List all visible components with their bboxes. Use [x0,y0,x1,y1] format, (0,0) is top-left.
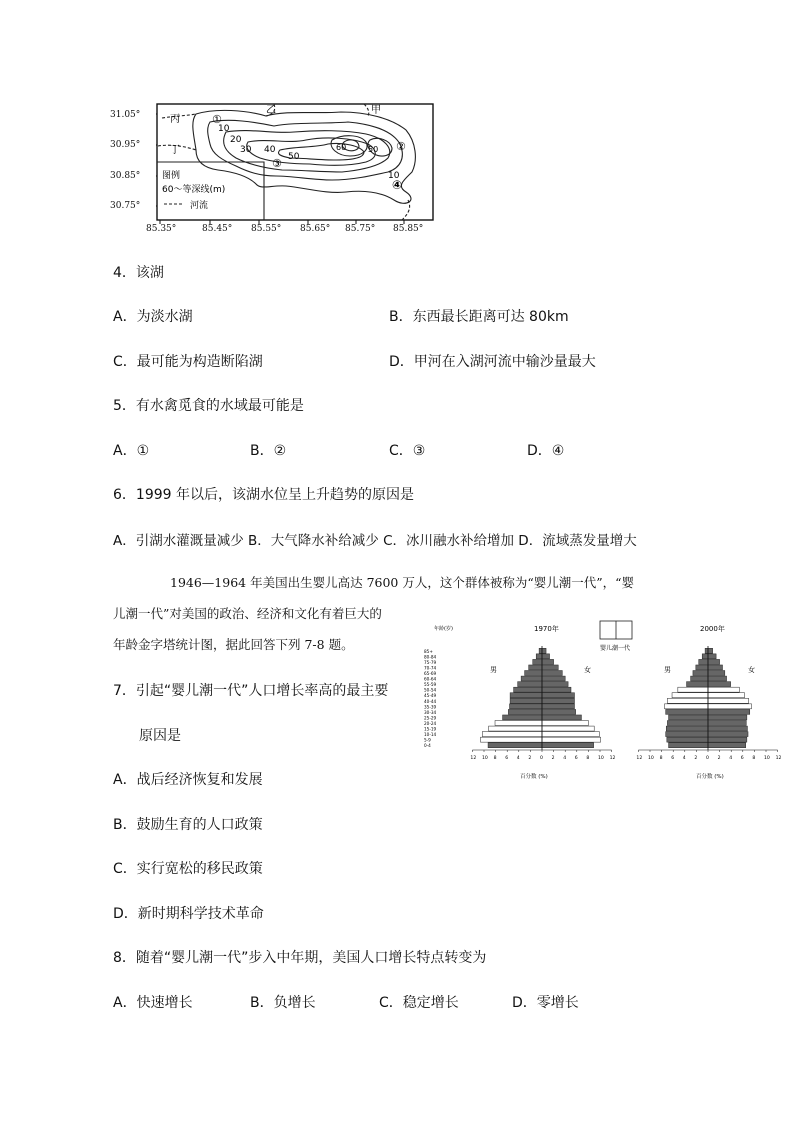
pyramid-2000-x-tick: 12 [636,756,643,761]
pyramid-2000-female-bar [708,743,746,748]
pyramid-1970-male-bar [495,721,542,726]
age-group-label: 35-39 [424,704,437,710]
q4-option-c: C．最可能为构造断陷湖 [113,354,263,370]
pyramid-1970-x-tick: 2 [551,756,555,761]
age-group-label: 60-64 [424,676,437,682]
age-group-label: 70-74 [424,665,437,671]
pyramid-2000-female-bar [708,721,746,726]
pyramid-2000-male-bar [667,721,708,726]
pyramid-2000-x-tick: 4 [682,756,686,761]
pyramid-2000-female-bar [708,682,731,687]
pyramid-2000-male-bar [691,676,708,681]
pyramid-2000-female-bar [708,732,748,737]
pyramid-2000-male-bar [667,737,708,742]
pyramid-2000-x-tick: 6 [671,756,675,761]
age-group-label: 80-84 [424,654,437,660]
pyramid-2000-male-bar [665,704,709,709]
map-place-jia: 甲 [371,105,381,116]
map-legend-contour: 60～等深线(m) [162,185,226,195]
contour-label: 50 [288,152,300,162]
age-group-label: 55-59 [424,682,437,688]
pyramid-1970-x-tick: 12 [470,756,477,761]
pyramid-2000-x-tick: 10 [648,756,654,761]
map-x-tick: 85.55° [251,224,282,234]
pyramid-1970-x-tick: 10 [482,756,488,761]
pyramid-2000-female-bar [708,715,747,720]
pyramid-2000-x-label: 百分数 (%) [696,774,724,780]
pyramid-2000-male-bar [669,715,708,720]
pyramid-1970-female-bar [542,732,599,737]
pyramid-2000-female-bar [708,665,723,670]
q4-option-b: B．东西最长距离可达 80km [389,309,569,325]
pyramid-2000-male-bar [687,682,708,687]
age-group-label: 10-14 [424,732,437,738]
pyramid-2000-male-bar [693,671,708,676]
map-place-bing: 丙 [170,114,180,125]
pyramid-1970-female-bar [542,721,588,726]
age-group-label: 40-44 [424,698,437,704]
pyramid-2000-male-bar [669,743,708,748]
pyramid-2000-female-bar [708,737,747,742]
pyramid-1970-male-bar [482,732,542,737]
pyramid-2000-x-tick: 2 [717,756,721,761]
map-x-tick: 85.65° [300,224,331,234]
pyramid-2000-male-bar [666,732,708,737]
q7-option-b: B．鼓励生育的人口政策 [113,817,263,833]
q4-option-a: A．为淡水湖 [113,309,193,325]
age-group-label: 45-49 [424,693,437,699]
pyramid-2000-male-bar [696,665,708,670]
pyramid-1970-x-tick: 4 [516,756,520,761]
pyramid-2000-female-bar [708,654,716,659]
question-8-stem: 8．随着“婴儿潮一代”步入中年期，美国人口增长特点转变为 [113,950,487,966]
pyramid-legend-label: 婴儿潮一代 [600,645,631,652]
age-group-label: 5-9 [424,737,431,743]
pyramid-title-1970: 1970年 [534,625,559,633]
map-place-ding: 丁 [170,145,180,156]
pyramid-1970-male-bar [488,743,542,748]
age-group-label: 25-29 [424,715,437,721]
q5-option-b: B．② [250,443,287,459]
map-y-tick: 30.95° [110,140,141,150]
contour-label: 60 [336,143,347,152]
question-4-stem: 4．该湖 [113,265,164,281]
pyramid-2000-female-bar [708,726,747,731]
q7-option-c: C．实行宽松的移民政策 [113,861,263,877]
age-group-label: 0-4 [424,743,431,749]
point-label-3: ③ [272,157,282,170]
q8-option-c: C．稳定增长 [379,995,459,1011]
pyramid-1970-female-bar [542,698,574,703]
pyramid-1970-male-bar [529,665,542,670]
q7-option-a: A．战后经济恢复和发展 [113,772,263,788]
lake-contour-map [156,100,446,225]
pyramid-1970-x-tick: 4 [563,756,567,761]
age-group-label: 65-69 [424,670,437,676]
intro-line-2: 儿潮一代”对美国的政治、经济和文化有着巨大的 [113,606,382,621]
question-6-stem: 6．1999 年以后，该湖水位呈上升趋势的原因是 [113,487,414,503]
map-x-tick: 85.85° [393,224,424,234]
q5-option-a: A．① [113,443,150,459]
pyramid-1970-female-bar [542,709,576,714]
question-7-stem-line-2: 原因是 [139,728,181,744]
map-x-tick: 85.35° [146,224,177,234]
pyramid-1970-x-tick: 12 [609,756,616,761]
map-legend-title: 图例 [162,171,181,181]
pyramid-1970-female-bar [542,665,558,670]
pyramid-2000-male-bar [672,693,708,698]
pyramid-1970-x-tick: 6 [505,756,509,761]
pyramid-1970-male-bar [539,648,542,653]
pyramid-1970-x-label: 百分数 (%) [520,774,548,780]
pyramid-2000-female-bar [708,709,750,714]
pyramid-2000-female-bar [708,693,745,698]
q8-option-a: A．快速增长 [113,995,193,1011]
pyramid-1970-female-bar [542,659,554,664]
pyramid-1970-x-tick: 8 [586,756,590,761]
pyramid-2000-male-label: 男 [664,666,671,674]
pyramid-2000-x-tick: 8 [659,756,663,761]
pyramid-1970-x-tick: 8 [493,756,497,761]
q5-option-c: C．③ [389,443,426,459]
pyramid-2000-male-bar [678,687,708,692]
pyramid-1970-female-bar [542,737,601,742]
pyramid-1970-male-bar [533,659,542,664]
map-y-tick: 30.75° [110,201,141,211]
point-label-4: ④ [392,178,403,192]
q8-option-b: B．负增长 [250,995,316,1011]
contour-label: 20 [230,135,242,145]
pyramid-2000-x-tick: 10 [764,756,770,761]
map-place-yi: 乙 [266,105,276,116]
intro-line-3: 年龄金字塔统计图，据此回答下列 7-8 题。 [113,637,354,652]
map-y-tick: 31.05° [110,110,141,120]
pyramid-1970-male-bar [508,709,542,714]
pyramid-2000-x-tick: 2 [694,756,698,761]
pyramid-1970-male-label: 男 [490,666,497,674]
pyramid-2000-male-bar [667,698,708,703]
q6-options: A．引湖水灌溉量减少 B．大气降水补给减少 C．冰川融水补给增加 D．流域蒸发量增大 [113,533,637,549]
pyramid-1970-female-bar [542,676,565,681]
pyramid-2000-male-bar [699,659,708,664]
pyramid-title-2000: 2000年 [700,625,725,633]
contour-label: 10 [388,171,400,181]
pyramid-1970-male-bar [536,654,542,659]
point-label-2: ② [396,140,406,153]
pyramid-1970-female-bar [542,743,594,748]
pyramid-1970-x-tick: 6 [574,756,578,761]
pyramid-1970-male-bar [503,715,542,720]
pyramid-2000-female-bar [708,659,720,664]
map-x-tick: 85.45° [202,224,233,234]
pyramid-1970-male-bar [521,676,542,681]
age-group-label: 30-34 [424,709,437,715]
pyramid-1970-female-bar [542,687,571,692]
pyramid-2000-male-bar [705,648,708,653]
contour-label: 40 [264,145,276,155]
pyramid-2000-female-bar [708,698,749,703]
pyramid-1970-male-bar [514,687,542,692]
contour-label: 50 [368,145,379,154]
pyramid-1970-female-bar [542,671,562,676]
pyramid-1970-female-label: 女 [584,666,591,674]
pyramid-1970-female-bar [542,726,594,731]
pyramid-2000-female-bar [708,676,727,681]
pyramid-1970-female-bar [542,693,574,698]
contour-label: 10 [218,124,230,134]
pyramid-2000-x-tick: 6 [740,756,744,761]
question-7-stem-line-1: 7．引起“婴儿潮一代”人口增长率高的最主要 [113,683,389,699]
age-group-label: 50-54 [424,687,437,693]
pyramid-1970-female-bar [542,704,574,709]
pyramid-1970-male-bar [510,704,542,709]
map-x-tick: 85.75° [345,224,376,234]
contour-label: 30 [240,145,252,155]
pyramid-1970-male-bar [525,671,542,676]
point-label-1: ① [212,113,222,126]
lake-map-figure [110,100,446,245]
pyramid-2000-male-bar [702,654,708,659]
pyramid-2000-female-bar [708,671,725,676]
pyramid-2000-x-tick: 8 [752,756,756,761]
age-group-label: 20-24 [424,720,437,726]
pyramid-2000-male-bar [666,709,708,714]
map-legend-river: 河流 [190,201,209,211]
pyramid-1970-female-bar [542,682,568,687]
pyramid-2000-female-bar [708,648,713,653]
pyramid-2000-male-bar [666,726,708,731]
pyramid-2000-x-tick: 0 [706,756,709,761]
pyramid-2000-female-bar [708,704,752,709]
pyramid-1970-female-bar [542,648,546,653]
pyramid-1970-male-bar [510,693,542,698]
map-y-tick: 30.85° [110,171,141,181]
pyramid-2000-x-tick: 12 [775,756,782,761]
age-group-label: 75-79 [424,659,437,665]
q4-option-d: D．甲河在入湖河流中输沙量最大 [389,354,596,370]
q8-option-d: D．零增长 [512,995,579,1011]
pyramid-1970-male-bar [489,726,542,731]
q7-option-d: D．新时期科学技术革命 [113,906,264,922]
pyramid-age-axis-label: 年龄(岁) [434,626,453,632]
pyramid-1970-x-tick: 2 [528,756,532,761]
pyramid-1970-x-tick: 0 [540,756,543,761]
pyramid-1970-female-bar [542,715,581,720]
intro-line-1: 1946—1964 年美国出生婴儿高达 7600 万人，这个群体被称为“婴儿潮一代”，“婴 [170,575,635,590]
pyramid-1970-male-bar [510,698,542,703]
pyramid-1970-male-bar [481,737,542,742]
pyramid-1970-x-tick: 10 [598,756,604,761]
pyramid-2000-female-label: 女 [748,666,755,674]
population-pyramids-chart [420,618,794,782]
pyramid-1970-female-bar [542,654,550,659]
question-5-stem: 5．有水禽觅食的水域最可能是 [113,398,304,414]
pyramid-2000-female-bar [708,687,739,692]
pyramid-1970-male-bar [518,682,542,687]
q5-option-d: D．④ [527,443,565,459]
pyramid-2000-x-tick: 4 [729,756,733,761]
age-group-label: 15-19 [424,726,437,732]
age-group-label: 85+ [424,648,433,654]
